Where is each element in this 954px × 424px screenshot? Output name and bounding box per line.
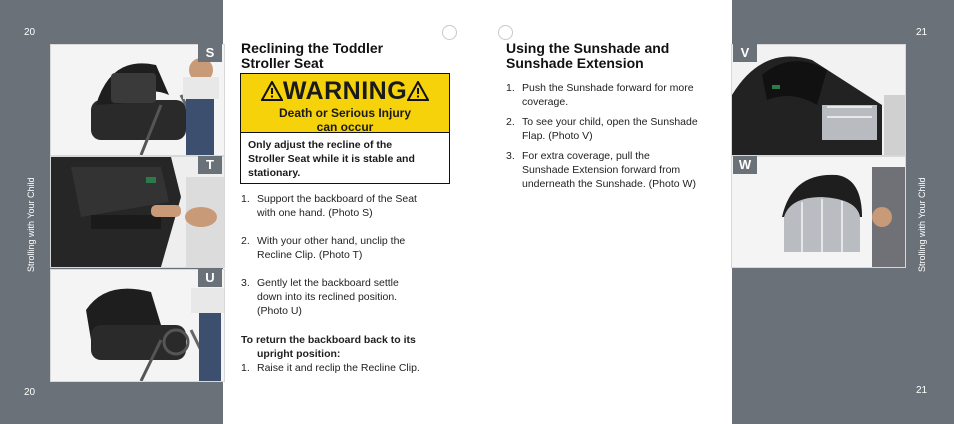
registration-mark: [442, 25, 457, 40]
warning-subtitle: Death or Serious Injury can occur: [278, 106, 412, 134]
page-number-bottom-right: 21: [916, 385, 928, 396]
warning-triangle-icon: [407, 81, 429, 101]
reclining-step-2: 2. With your other hand, unclip the Recline Clip. (Photo T): [241, 235, 406, 261]
page-number-top-right: 21: [916, 27, 928, 38]
return-heading: To return the backboard back to its upright position:: [241, 334, 416, 360]
page-number-top-left: 20: [24, 27, 36, 38]
warning-header: [241, 74, 449, 133]
reclining-step-3: 3. Gently let the backboard settle down into its reclined position. (Photo U): [241, 277, 399, 317]
sunshade-title: Using the Sunshade and Sunshade Extension: [506, 40, 670, 71]
photo-tag-t: T: [198, 156, 222, 174]
warning-box: [240, 73, 450, 184]
side-label-right: Strolling with Your Child: [917, 177, 927, 272]
sunshade-step-3: 3. For extra coverage, pull the Sunshade Extension forward from underneath the Sunshade. (Photo W): [506, 150, 696, 190]
registration-mark: [498, 25, 513, 40]
sunshade-step-2: 2. To see your child, open the Sunshade Flap. (Photo V): [506, 116, 698, 142]
photo-tag-u: U: [198, 269, 222, 287]
page-number-bottom-left: 20: [24, 387, 36, 398]
warning-body: Only adjust the recline of the Stroller Seat while it is stable and stationary.: [248, 139, 415, 179]
return-step-1: 1. Raise it and reclip the Recline Clip.: [241, 362, 420, 374]
photo-tag-s: S: [198, 44, 222, 62]
photo-w: [731, 156, 906, 268]
sunshade-step-1: 1. Push the Sunshade forward for more coverage.: [506, 82, 694, 108]
photo-tag-w: W: [733, 156, 757, 174]
warning-triangle-icon: [261, 81, 283, 101]
photo-tag-v: V: [733, 44, 757, 62]
side-label-left: Strolling with Your Child: [26, 177, 36, 272]
reclining-title: Reclining the Toddler Stroller Seat: [241, 40, 384, 71]
warning-word: WARNING: [282, 77, 408, 105]
reclining-step-1: 1. Support the backboard of the Seat with one hand. (Photo S): [241, 193, 417, 219]
photo-v: [731, 44, 906, 156]
